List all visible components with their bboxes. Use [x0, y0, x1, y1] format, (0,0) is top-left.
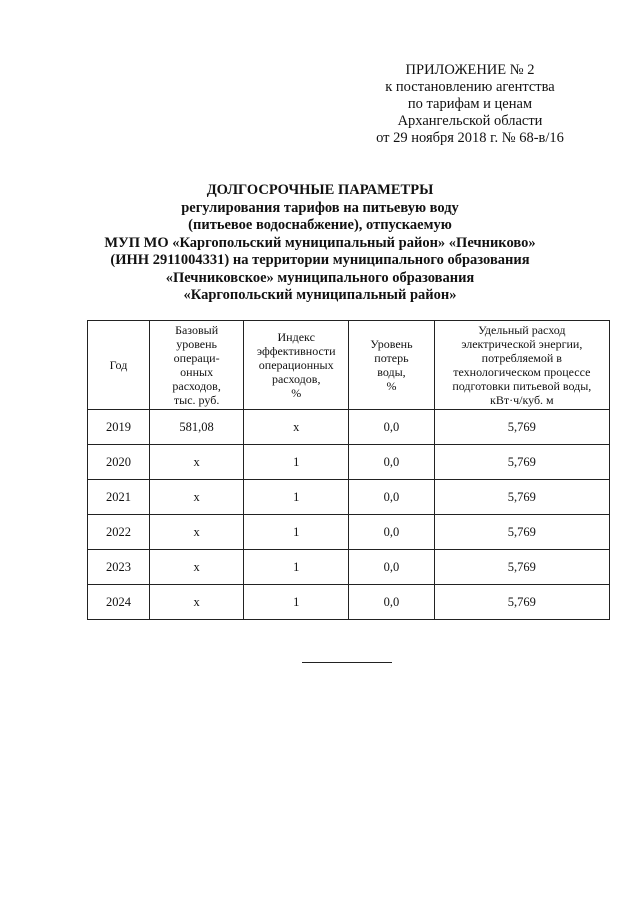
- title-line: (питьевое водоснабжение), отпускаемую: [188, 217, 452, 233]
- header-line: %: [291, 386, 302, 400]
- header-line: Индекс: [277, 330, 315, 344]
- cell-base-cost: х: [150, 550, 244, 585]
- title-line: «Печниковское» муниципального образования: [165, 269, 475, 286]
- appendix-line: по тарифам и ценам: [407, 96, 533, 112]
- header-line: расходов,: [271, 372, 321, 386]
- header-line: операци-: [173, 351, 220, 365]
- header-line: технологическом процессе: [453, 365, 591, 379]
- header-line: тыс. руб.: [173, 393, 220, 407]
- cell-efficiency-index: 1: [244, 480, 349, 515]
- table-header-row: [88, 321, 610, 410]
- cell-efficiency-index: 1: [244, 515, 349, 550]
- header-line: воды,: [377, 365, 406, 379]
- appendix-header: [340, 62, 600, 147]
- header-line: Год: [109, 358, 128, 372]
- header-line: кВт·ч/куб. м: [490, 393, 554, 407]
- header-energy-consumption: [434, 321, 609, 410]
- cell-efficiency-index: 1: [244, 585, 349, 620]
- appendix-line: Архангельской области: [397, 113, 543, 129]
- cell-water-loss: 0,0: [349, 550, 434, 585]
- cell-year: 2024: [88, 585, 150, 620]
- cell-year: 2019: [88, 410, 150, 445]
- cell-water-loss: 0,0: [349, 515, 434, 550]
- cell-efficiency-index: х: [244, 410, 349, 445]
- cell-base-cost: х: [150, 445, 244, 480]
- table-row: [88, 550, 610, 585]
- cell-efficiency-index: 1: [244, 445, 349, 480]
- table-row: [88, 445, 610, 480]
- header-line: %: [386, 379, 397, 393]
- header-line: эффективности: [256, 344, 336, 358]
- cell-water-loss: 0,0: [349, 480, 434, 515]
- header-line: Уровень: [370, 337, 413, 351]
- cell-year: 2020: [88, 445, 150, 480]
- header-line: потребляемой в: [481, 351, 562, 365]
- title-line: регулирования тарифов на питьевую воду: [181, 199, 459, 216]
- parameters-table: [87, 320, 610, 620]
- appendix-line: от 29 ноября 2018 г. № 68-в/16: [376, 130, 564, 146]
- table-row: [88, 410, 610, 445]
- title-line: МУП МО «Каргопольский муниципальный район» «Печниково»: [104, 234, 536, 251]
- cell-year: 2022: [88, 515, 150, 550]
- cell-water-loss: 0,0: [349, 410, 434, 445]
- table-row: [88, 480, 610, 515]
- table-row: [88, 515, 610, 550]
- cell-base-cost: х: [150, 480, 244, 515]
- header-line: подготовки питьевой воды,: [452, 379, 592, 393]
- cell-energy-consumption: 5,769: [434, 445, 609, 480]
- document-title: [60, 182, 580, 305]
- header-year: [88, 321, 150, 410]
- title-line: ДОЛГОСРОЧНЫЕ ПАРАМЕТРЫ: [206, 182, 434, 198]
- header-base-cost: [150, 321, 244, 410]
- header-line: потерь: [374, 351, 409, 365]
- cell-water-loss: 0,0: [349, 445, 434, 480]
- table-row: [88, 585, 610, 620]
- closing-divider: [302, 662, 392, 663]
- header-line: онных: [180, 365, 214, 379]
- title-line: (ИНН 2911004331) на территории муниципального образования: [110, 252, 530, 268]
- header-line: операционных: [258, 358, 334, 372]
- title-line: «Каргопольский муниципальный район»: [183, 287, 457, 303]
- header-line: Удельный расход: [478, 323, 566, 337]
- cell-efficiency-index: 1: [244, 550, 349, 585]
- header-line: расходов,: [172, 379, 221, 393]
- header-line: Базовый: [175, 323, 219, 337]
- header-line: уровень: [176, 337, 218, 351]
- cell-energy-consumption: 5,769: [434, 585, 609, 620]
- cell-energy-consumption: 5,769: [434, 410, 609, 445]
- cell-base-cost: 581,08: [150, 410, 244, 445]
- header-efficiency-index: [244, 321, 349, 410]
- cell-year: 2021: [88, 480, 150, 515]
- cell-base-cost: х: [150, 585, 244, 620]
- cell-base-cost: х: [150, 515, 244, 550]
- cell-water-loss: 0,0: [349, 585, 434, 620]
- appendix-line: ПРИЛОЖЕНИЕ № 2: [405, 62, 535, 78]
- cell-energy-consumption: 5,769: [434, 480, 609, 515]
- header-line: электрической энергии,: [461, 337, 583, 351]
- header-water-loss: [349, 321, 434, 410]
- cell-energy-consumption: 5,769: [434, 515, 609, 550]
- cell-energy-consumption: 5,769: [434, 550, 609, 585]
- appendix-line: к постановлению агентства: [385, 79, 555, 95]
- cell-year: 2023: [88, 550, 150, 585]
